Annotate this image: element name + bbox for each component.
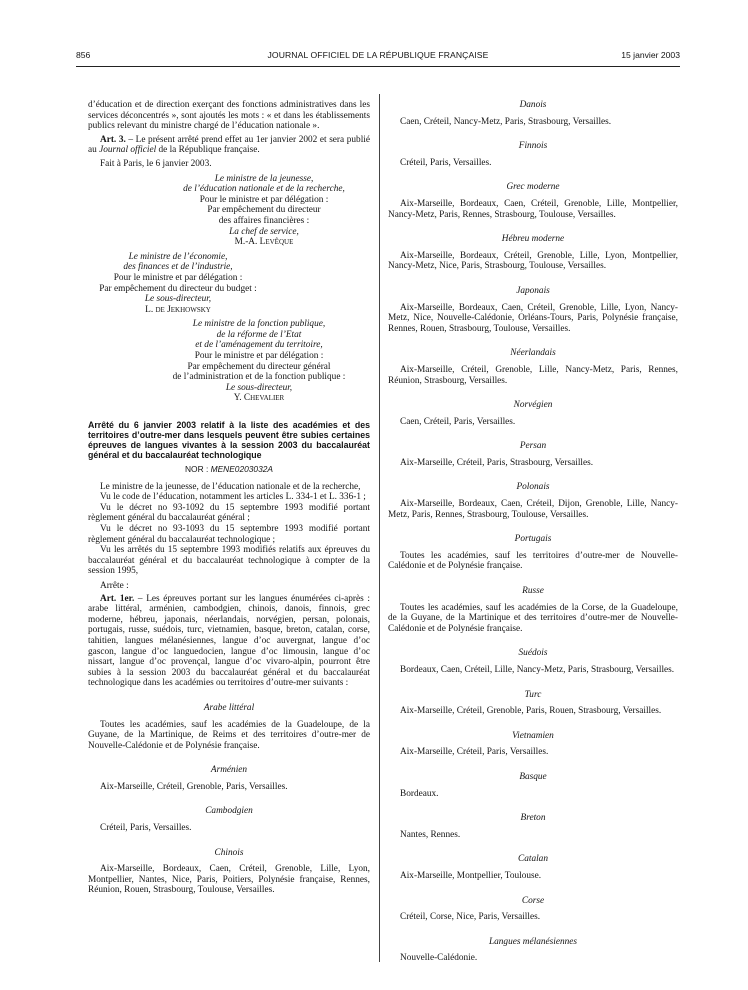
language-name: Chinois [214,847,244,858]
language-places: Nantes, Rennes. [400,829,461,840]
language-entry [88,703,370,751]
done-at: Fait à Paris, le 6 janvier 2003. [100,158,212,169]
sig3-name: Y. Chevalier [233,393,285,404]
language-places: Créteil, Paris, Versailles. [400,157,492,168]
language-name: Vietnamien [512,730,554,741]
art1-text: – Les épreuves portant sur les langues énumérées ci-après : arabe littéral, arménien, cambodgien, chinois, danois, finnois, grec moderne, hébreu, japonais, néerlandais, norvégien, persan, polonais, portugais, russe, suédois, turc, vietnamien, basque, breton, catalan, corse, tahitien, langues mélanésiennes, langue d’oc auvergnat, langue d’oc gascon, langue d’oc languedocien, langue d’oc limousin, langue d’oc nissart, langue d’oc provençal, langue d’oc vivaro-alpin, pourront être subies à la session 2003 du baccalauréat général et du baccalauréat technologique dans les académies ou territoires d’outre-mer suivants : [88,593,370,689]
decree-title: Arrêté du 6 janvier 2003 relatif à la liste des académies et des territoires d’outre-mer dans lesquels peuvent être subies certaines épreuves de langues vivantes à la session 2003 du baccalauréat général et du baccalauréat technologique [88,420,370,461]
sig2-role: Le sous-directeur, [144,294,212,305]
language-entry [388,482,678,520]
language-name: Persan [519,441,547,452]
language-name: Japonais [516,285,550,296]
sig3-line: et de l’aménagement du territoire, [195,340,323,351]
language-places: Aix-Marseille, Bordeaux, Caen, Créteil, Grenoble, Lille, Lyon, Montpellier, Nantes, Nice, Paris, Poitiers, Polynésie française, Rennes, Réunion, Rouen, Strasbourg, Toulouse, Versailles. [88,864,370,896]
language-entry [388,813,678,840]
language-entry [388,854,678,881]
language-name: Langues mélanésiennes [488,936,578,947]
page-header [76,50,680,64]
language-places: Aix-Marseille, Créteil, Paris, Strasbourg, Versailles. [400,457,594,468]
language-entry [388,731,678,758]
language-places: Toutes les académies, sauf les académies de la Guadeloupe, de la Guyane, de la Martinique, de Reims et des territoires d’outre-mer de Nouvelle-Calédonie et de Polynésie française. [88,719,370,751]
language-entry [388,100,678,127]
sig3-plain: Pour le ministre et par délégation : [194,351,324,362]
language-entry [88,848,370,896]
sig2-line: des finances et de l’industrie, [123,262,233,273]
art3-end: de la République française. [156,145,260,156]
sig1-line: de l’éducation nationale et de la recherche, [183,184,345,195]
language-name: Norvégien [513,400,553,411]
signature-3 [148,319,370,404]
sig1-plain: Pour le ministre et par délégation : [199,194,329,205]
preamble-line: Vu le code de l’éducation, notamment les articles L. 334-1 et L. 336-1 ; [100,492,366,503]
sig3-line: Le ministre de la fonction publique, [192,319,326,330]
language-entry [388,586,678,634]
signature-1 [158,174,370,248]
language-name: Turc [524,689,542,700]
language-places: Créteil, Corse, Nice, Paris, Versailles. [400,912,541,923]
language-places: Créteil, Paris, Versailles. [100,823,192,834]
language-entry [388,234,678,272]
nor-reference [88,464,370,475]
page-number: 856 [76,50,91,60]
language-places: Caen, Créteil, Nancy-Metz, Paris, Strasbourg, Versailles. [400,116,612,127]
language-places: Aix-Marseille, Créteil, Grenoble, Paris, Versailles. [100,781,288,792]
art3-label: Art. 3. [100,134,126,145]
sig1-plain: des affaires financières : [218,215,310,226]
language-places: Bordeaux, Caen, Créteil, Lille, Nancy-Metz, Paris, Strasbourg, Versailles. [400,665,675,675]
sig2-plain: Par empêchement du directeur du budget : [99,283,257,294]
art3-jo: Journal officiel [99,145,157,156]
arrete-label: Arrête : [100,580,129,591]
language-name: Néerlandais [510,348,556,359]
language-name: Arménien [210,765,248,776]
right-column [388,100,678,964]
language-name: Suédois [518,648,548,659]
language-places: Nouvelle-Calédonie. [400,953,478,964]
language-entry [88,806,370,833]
language-entry [388,400,678,427]
intro-paragraph: d’éducation et de direction exerçant des fonctions administratives dans les services déconcentrés », sont ajoutés les mots : « et dans les établissements publics relevant du ministre chargé de l’éducation nationale ». [88,100,370,132]
issue-date: 15 janvier 2003 [621,50,680,60]
preamble-line: Vu le décret no 93-1093 du 15 septembre 1993 modifié portant règlement général du baccalauréat technologique ; [88,524,370,545]
language-name: Breton [520,813,546,824]
language-name: Portugais [514,534,552,545]
column-divider [379,94,380,962]
language-name: Cambodgien [205,806,253,817]
article-1 [88,594,370,689]
language-entry [388,648,678,675]
language-name: Grec moderne [506,182,560,193]
language-name: Basque [519,771,547,782]
language-places: Aix-Marseille, Créteil, Grenoble, Lille, Nancy-Metz, Paris, Rennes, Réunion, Strasbourg, Versailles. [388,364,678,386]
language-name: Corse [521,895,545,906]
header-rule [76,66,680,67]
left-language-list [88,703,370,896]
language-entry [388,182,678,220]
language-name: Catalan [518,854,548,865]
sig1-name: M.-A. Levêque [234,237,294,248]
article-3 [88,135,370,156]
language-entry [388,896,678,923]
sig3-line: de la réforme de l’Etat [216,329,302,340]
language-places: Toutes les académies, sauf les académies de la Corse, de la Guadeloupe, de la Guyane, de la Martinique et des territoires d’outre-mer de Nouvelle-Calédonie et de Polynésie française. [388,602,678,634]
signature-2 [88,252,268,316]
sig1-plain: Par empêchement du directeur [207,205,321,216]
language-places: Aix-Marseille, Créteil, Grenoble, Paris, Rouen, Strasbourg, Versailles. [400,706,662,717]
nor-label: NOR : [185,464,211,475]
language-entry [388,348,678,386]
language-name: Russe [522,586,544,597]
language-name: Hébreu moderne [501,234,565,245]
language-places: Aix-Marseille, Bordeaux, Créteil, Grenoble, Lille, Lyon, Montpellier, Nancy-Metz, Nice, Paris, Strasbourg, Toulouse, Versailles. [388,250,678,272]
language-entry [388,690,678,717]
language-places: Toutes les académies, sauf les territoires d’outre-mer de Nouvelle-Calédonie et de Polynésie française. [388,550,678,572]
left-column [88,100,370,896]
language-entry [388,534,678,572]
right-language-list [388,100,678,964]
art1-label: Art. 1er. [100,593,135,604]
language-entry [388,441,678,468]
language-places: Aix-Marseille, Bordeaux, Caen, Créteil, Grenoble, Lille, Lyon, Nancy-Metz, Nice, Nouvelle-Calédonie, Orléans-Tours, Paris, Polynésie française, Rennes, Rouen, Strasbourg, Toulouse, Versailles. [388,302,678,334]
language-entry [88,765,370,792]
language-places: Aix-Marseille, Bordeaux, Caen, Créteil, Dijon, Grenoble, Lille, Nancy-Metz, Paris, Rennes, Strasbourg, Toulouse, Versailles. [388,499,678,520]
nor-code: MENE0203032A [210,464,273,475]
sig2-plain: Pour le ministre et par délégation : [113,272,243,283]
sig3-role: Le sous-directeur, [225,382,293,393]
sig1-line: Le ministre de la jeunesse, [214,173,314,184]
sig3-plain: de l’administration et de la fonction publique : [172,372,346,383]
journal-title: JOURNAL OFFICIEL DE LA RÉPUBLIQUE FRANÇAISE [267,50,489,60]
sig2-name: L. de Jekhowsky [145,304,211,315]
language-name: Arabe littéral [203,702,255,713]
language-entry [388,286,678,334]
language-entry [388,141,678,168]
preamble-line: Le ministre de la jeunesse, de l’éducation nationale et de la recherche, [100,481,361,492]
language-places: Aix-Marseille, Bordeaux, Caen, Créteil, Grenoble, Lille, Montpellier, Nancy-Metz, Paris, Rennes, Strasbourg, Toulouse, Versailles. [388,198,678,220]
preamble-line: Vu les arrêtés du 15 septembre 1993 modifiés relatifs aux épreuves du baccalauréat général et du baccalauréat technologique à compter de la session 1995, [88,545,370,577]
sig3-plain: Par empêchement du directeur général [187,361,331,372]
language-name: Finnois [518,141,548,152]
sig2-line: Le ministre de l’économie, [128,251,228,262]
art3-text: – Le présent arrêté prend effet au 1er janvier 2002 et sera publié au [88,134,370,156]
language-places: Aix-Marseille, Montpellier, Toulouse. [400,870,542,881]
language-entry [388,772,678,799]
preamble [88,482,370,577]
preamble-line: Vu le décret no 93-1092 du 15 septembre 1993 modifié portant règlement général du baccalauréat général ; [88,502,370,524]
language-places: Aix-Marseille, Créteil, Paris, Versailles. [400,747,549,758]
language-entry [388,937,678,964]
sig1-role: La chef de service, [229,226,299,237]
language-name: Danois [519,100,547,110]
language-places: Bordeaux. [400,788,439,799]
language-places: Caen, Créteil, Paris, Versailles. [400,416,516,427]
language-name: Polonais [516,482,550,493]
